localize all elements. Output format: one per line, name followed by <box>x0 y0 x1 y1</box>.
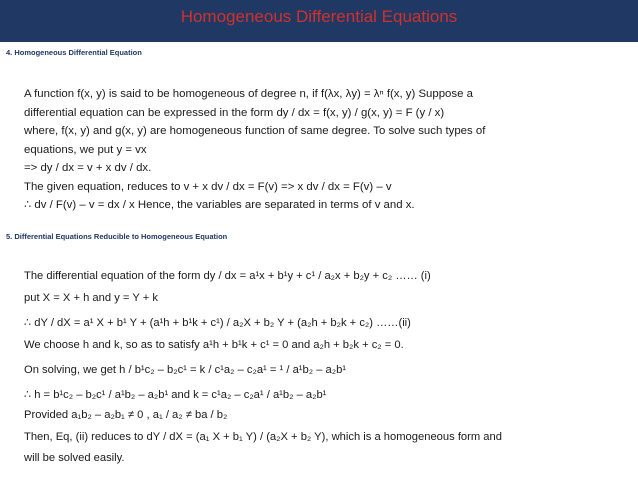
section-5-line-3: ∴ dY / dX = a¹ X + b¹ Y + (a¹h + b¹k + c¹) / a₂X + b₂ Y + (a₂h + b₂k + c₂) ……(ii) <box>24 317 411 329</box>
section-4-line-2: differential equation can be expressed in the form dy / dx = f(x, y) / g(x, y) = F (y / x) <box>24 106 445 119</box>
section-5-line-9: will be solved easily. <box>24 452 125 464</box>
page-title: Homogeneous Differential Equations <box>180 7 458 26</box>
section-4-line-3: where, f(x, y) and g(x, y) are homogeneous function of same degree. To solve such types of <box>24 125 486 137</box>
section-4-heading: 4. Homogeneous Differential Equation <box>6 48 142 57</box>
section-5-heading: 5. Differential Equations Reducible to Homogeneous Equation <box>6 232 228 241</box>
section-5-line-8: Then, Eq, (ii) reduces to dY / dX = (a₁ X + b₁ Y) / (a₂X + b₂ Y), which is a homogeneous form and <box>24 431 502 443</box>
section-5-line-5: On solving, we get h / b¹c₂ – b₂c¹ = k / c¹a₂ – c₂a¹ = ¹ / a¹b₂ – a₂b¹ <box>24 364 347 376</box>
section-5-line-6: ∴ h = b¹c₂ – b₂c¹ / a¹b₂ – a₂b¹ and k = c¹a₂ – c₂a¹ / a¹b₂ – a₂b¹ <box>24 389 327 401</box>
section-4-line-6: The given equation, reduces to v + x dv / dx = F(v) => x dv / dx = F(v) – v <box>24 180 392 193</box>
section-5-line-2: put X = X + h and y = Y + k <box>24 292 158 304</box>
section-5-line-7: Provided a₁b₂ – a₂b₁ ≠ 0 , a₁ / a₂ ≠ ba / b₂ <box>24 409 228 421</box>
section-5-line-4: We choose h and k, so as to satisfy a¹h + b¹k + c¹ = 0 and a₂h + b₂k + c₂ = 0. <box>24 339 404 351</box>
section-5-line-1: The differential equation of the form dy / dx = a¹x + b¹y + c¹ / a₂x + b₂y + c₂ …… (i) <box>24 270 431 282</box>
title-bar <box>0 0 638 42</box>
section-4-line-4: equations, we put y = vx <box>24 143 147 156</box>
section-4-line-1: A function f(x, y) is said to be homogeneous of degree n, if f(λx, λy) = λⁿ f(x, y) Suppose a <box>24 88 473 100</box>
section-4-line-7: ∴ dv / F(v) – v = dx / x Hence, the variables are separated in terms of v and x. <box>24 199 415 211</box>
section-4-line-5: => dy / dx = v + x dv / dx. <box>24 162 152 174</box>
